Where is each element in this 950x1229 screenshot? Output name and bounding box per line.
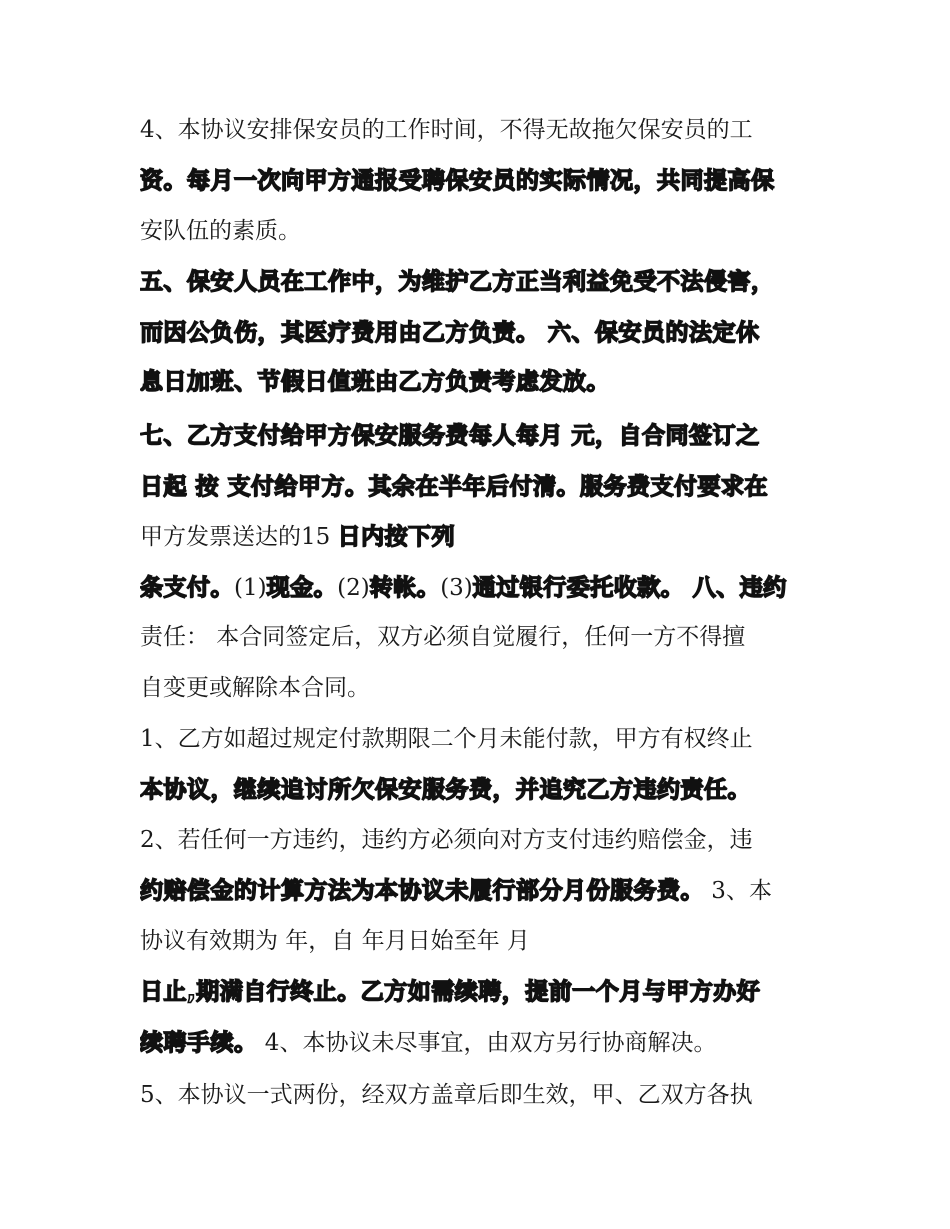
text-segment: 1、乙方如超过规定付款期限二个月未能付款，甲方有权终止 xyxy=(140,726,753,752)
text-segment: (1) xyxy=(234,575,267,601)
text-line xyxy=(140,568,830,608)
text-line xyxy=(140,617,830,657)
text-segment: 2、若任何一方违约，违约方必须向对方支付违约赔偿金，违 xyxy=(140,827,753,853)
text-line xyxy=(140,770,830,810)
text-line xyxy=(140,1023,830,1063)
text-line xyxy=(140,517,830,557)
text-line xyxy=(140,820,830,860)
text-segment: 现金。 xyxy=(266,575,338,601)
text-line xyxy=(140,719,830,759)
text-line xyxy=(140,668,830,708)
text-line xyxy=(140,262,830,302)
text-segment: (3) xyxy=(440,575,473,601)
text-segment: 3、本 xyxy=(704,878,772,904)
text-line xyxy=(140,110,830,150)
text-segment: 自变更或解除本合同。 xyxy=(140,675,370,701)
text-line xyxy=(140,921,830,961)
text-segment: 协议有效期为 年，自 年月日始至年 月 xyxy=(140,928,530,954)
text-segment: 约赔偿金的计算方法为本协议未履行部分月份服务费。 xyxy=(140,878,704,904)
text-segment: 而因公负伤，其医疗费用由乙方负责。 六、保安员的法定休 xyxy=(140,320,760,346)
text-segment: (2) xyxy=(337,575,370,601)
text-segment: 安队伍的素质。 xyxy=(140,218,301,244)
text-segment: 5、本协议一式两份，经双方盖章后即生效，甲、乙双方各执 xyxy=(140,1082,753,1108)
text-segment: 资。每月一次向甲方通报受聘保安员的实际情况，共同提高保 xyxy=(140,168,775,194)
text-segment: 日止,期满自行终止。乙方如需续聘，提前一个月与甲方办好 xyxy=(140,979,761,1005)
text-line xyxy=(140,161,830,201)
text-line xyxy=(140,362,830,402)
text-segment: 责任： 本合同签定后，双方必须自觉履行，任何一方不得擅 xyxy=(140,624,746,650)
text-segment: 七、乙方支付给甲方保安服务费每人每月 元，自合同签订之 xyxy=(140,423,760,449)
text-segment: 条支付。 xyxy=(140,575,234,601)
text-segment: 4、本协议未尽事宜，由双方另行协商解决。 xyxy=(257,1030,717,1056)
text-line xyxy=(140,211,830,251)
text-segment: 4、本协议安排保安员的工作时间，不得无故拖欠保安员的工 xyxy=(140,117,753,143)
text-line xyxy=(140,416,830,456)
text-segment: 息日加班、节假日值班由乙方负责考虑发放。 xyxy=(140,369,610,395)
text-line xyxy=(140,313,830,353)
text-segment: 续聘手续。 xyxy=(140,1030,258,1056)
text-segment: 日内按下列 xyxy=(337,524,456,550)
text-line xyxy=(140,972,830,1012)
text-segment: 甲方发票送达的15 xyxy=(140,524,338,550)
text-segment: 五、保安人员在工作中，为维护乙方正当利益免受不法侵害， xyxy=(140,269,775,295)
text-segment: 日起 按 支付给甲方。其余在半年后付清。服务费支付要求在 xyxy=(140,474,769,500)
text-segment: 通过银行委托收款。 八、违约 xyxy=(472,575,787,601)
text-line xyxy=(140,871,830,911)
text-line xyxy=(140,1075,830,1115)
text-segment: 本协议，继续追讨所欠保安服务费，并追究乙方违约责任。 xyxy=(140,777,751,803)
text-line xyxy=(140,467,830,507)
text-segment: 转帐。 xyxy=(369,575,441,601)
